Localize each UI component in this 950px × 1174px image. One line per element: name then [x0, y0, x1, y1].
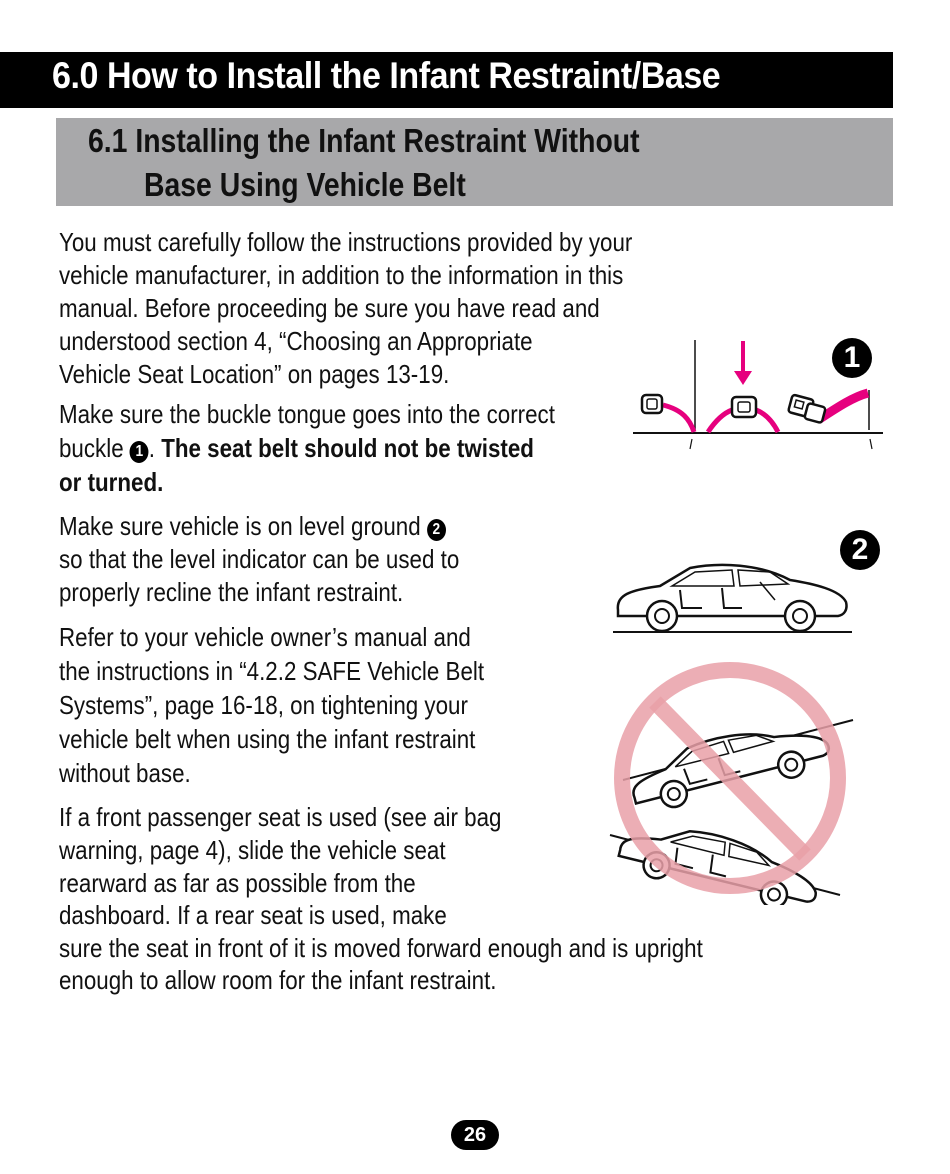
paragraph-2-period: . [148, 433, 155, 463]
paragraph-3-line: so that the level indicator can be used to [59, 544, 460, 574]
paragraph-5-line: rearward as far as possible from the [59, 868, 416, 898]
paragraph-5-line: enough to allow room for the infant restraint. [59, 965, 497, 995]
subsection-title-line1: 6.1 Installing the Infant Restraint Without [88, 122, 640, 159]
paragraph-3-line: properly recline the infant restraint. [59, 577, 404, 607]
paragraph-1-line: manual. Before proceeding be sure you have read and [59, 293, 600, 323]
paragraph-1-line: You must carefully follow the instructions provided by your [59, 227, 633, 257]
paragraph-2-line [59, 466, 163, 499]
paragraph-3-text: Make sure vehicle is on level ground [59, 511, 421, 541]
section-title: 6.0 How to Install the Infant Restraint/Base [52, 55, 721, 96]
level-car-illustration [610, 560, 855, 640]
paragraph-4-line: Refer to your vehicle owner’s manual and [59, 622, 471, 652]
figure-2-number-icon: 2 [840, 530, 880, 570]
paragraph-4-line: Systems”, page 16-18, on tightening your [59, 690, 468, 720]
paragraph-2-line [59, 432, 534, 465]
paragraph-4-line: vehicle belt when using the infant restraint [59, 724, 476, 754]
paragraph-4-line: the instructions in “4.2.2 SAFE Vehicle Belt [59, 656, 485, 686]
paragraph-3-line [59, 510, 446, 543]
figure-2-reference-icon: 2 [427, 519, 446, 541]
subsection-title-line2: Base Using Vehicle Belt [144, 166, 466, 203]
figure-1-number-icon: 1 [832, 338, 872, 378]
figure-1-reference-icon: 1 [130, 441, 149, 463]
paragraph-5-line: If a front passenger seat is used (see air bag [59, 802, 502, 832]
paragraph-5-line: sure the seat in front of it is moved forward enough and is upright [59, 933, 703, 963]
paragraph-1-line: understood section 4, “Choosing an Appropriate [59, 326, 533, 356]
paragraph-5-line: dashboard. If a rear seat is used, make [59, 900, 447, 930]
paragraph-2-text: buckle [59, 433, 124, 463]
paragraph-5-line: warning, page 4), slide the vehicle seat [59, 835, 446, 865]
paragraph-2-warning-cont: or turned. [59, 467, 164, 497]
paragraph-1-line: vehicle manufacturer, in addition to the information in this [59, 260, 624, 290]
page-number-badge: 26 [451, 1120, 499, 1150]
buckle-tongue-illustration [628, 335, 888, 455]
paragraph-1-line: Vehicle Seat Location” on pages 13-19. [59, 359, 450, 389]
paragraph-2-warning: The seat belt should not be twisted [161, 433, 534, 463]
paragraph-4-line: without base. [59, 758, 191, 788]
paragraph-2-line: Make sure the buckle tongue goes into the correct [59, 399, 555, 429]
inclined-cars-prohibited-illustration [605, 650, 855, 905]
